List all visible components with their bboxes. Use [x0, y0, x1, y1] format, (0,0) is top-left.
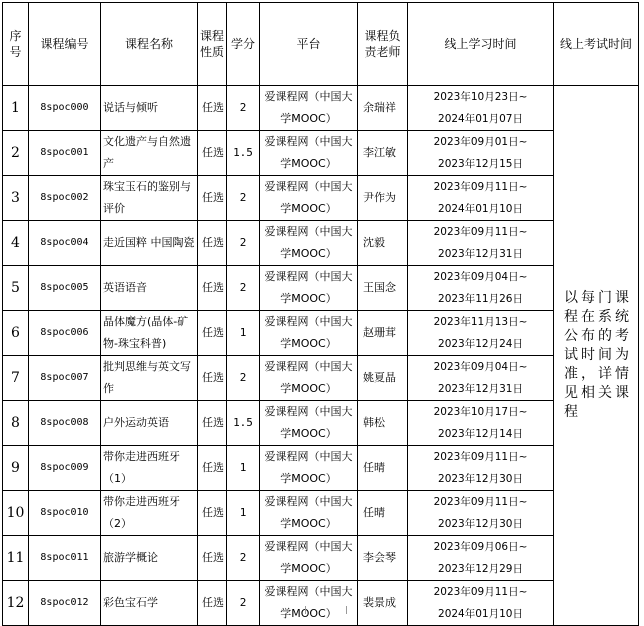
- cell-platform: 爱课程网（中国大学MOOC）: [260, 356, 358, 401]
- cell-platform: 爱课程网（中国大学MOOC）: [260, 176, 358, 221]
- cell-code: 8spoc002: [29, 176, 101, 221]
- cell-name: 带你走进西班牙（1）: [101, 446, 198, 491]
- cell-credit: 2: [227, 356, 260, 401]
- header-type: 课程性质: [198, 3, 227, 86]
- cell-teacher: 赵珊茸: [358, 311, 408, 356]
- cell-credit: 2: [227, 176, 260, 221]
- cell-type: 任选: [198, 536, 227, 581]
- cell-credit: 2: [227, 536, 260, 581]
- cell-platform: 爱课程网（中国大学MOOC）: [260, 581, 358, 626]
- cell-teacher: 李江敏: [358, 131, 408, 176]
- cell-name: 旅游学概论: [101, 536, 198, 581]
- study-end: 2024年01月10日: [438, 608, 523, 620]
- cell-no: 2: [3, 131, 29, 176]
- study-end: 2023年12月31日: [438, 248, 523, 260]
- cell-type: 任选: [198, 266, 227, 311]
- study-end: 2023年12月15日: [438, 158, 523, 170]
- study-start: 2023年09月01日~: [433, 136, 528, 148]
- cell-teacher: 任晴: [358, 491, 408, 536]
- study-end: 2023年12月24日: [438, 338, 523, 350]
- cell-type: 任选: [198, 581, 227, 626]
- cell-teacher: 任晴: [358, 446, 408, 491]
- study-start: 2023年09月11日~: [433, 181, 528, 193]
- cell-type: 任选: [198, 86, 227, 131]
- study-start: 2023年10月17日~: [433, 406, 528, 418]
- cell-code: 8spoc004: [29, 221, 101, 266]
- cell-name: 晶体魔方(晶体-矿物-珠宝科普): [101, 311, 198, 356]
- cell-teacher: 姚夏晶: [358, 356, 408, 401]
- study-end: 2023年12月30日: [438, 518, 523, 530]
- table-row: [3, 311, 639, 356]
- cell-study-time: [408, 176, 554, 221]
- cell-code: 8spoc010: [29, 491, 101, 536]
- cell-credit: 2: [227, 581, 260, 626]
- cell-name: 走近国粹 中国陶瓷: [101, 221, 198, 266]
- cell-credit: 1: [227, 311, 260, 356]
- table-row: [3, 401, 639, 446]
- cell-code: 8spoc008: [29, 401, 101, 446]
- cell-study-time: [408, 311, 554, 356]
- cell-no: 1: [3, 86, 29, 131]
- study-start: 2023年09月06日~: [433, 541, 528, 553]
- cell-type: 任选: [198, 401, 227, 446]
- cell-name: 英语语音: [101, 266, 198, 311]
- study-end: 2023年12月14日: [438, 428, 523, 440]
- cell-platform: 爱课程网（中国大学MOOC）: [260, 536, 358, 581]
- cell-credit: 1: [227, 446, 260, 491]
- cell-code: 8spoc009: [29, 446, 101, 491]
- cell-code: 8spoc007: [29, 356, 101, 401]
- cell-no: 5: [3, 266, 29, 311]
- table-row: [3, 266, 639, 311]
- study-start: 2023年09月11日~: [433, 496, 528, 508]
- cell-platform: 爱课程网（中国大学MOOC）: [260, 266, 358, 311]
- cell-type: 任选: [198, 311, 227, 356]
- cell-name: 户外运动英语: [101, 401, 198, 446]
- cell-no: 3: [3, 176, 29, 221]
- study-end: 2023年12月31日: [438, 383, 523, 395]
- table-row: [3, 221, 639, 266]
- cell-platform: 爱课程网（中国大学MOOC）: [260, 401, 358, 446]
- cell-credit: 1: [227, 491, 260, 536]
- cell-study-time: [408, 581, 554, 626]
- cell-study-time: [408, 131, 554, 176]
- study-start: 2023年09月04日~: [433, 271, 528, 283]
- cell-teacher: 李会琴: [358, 536, 408, 581]
- cell-code: 8spoc001: [29, 131, 101, 176]
- cell-type: 任选: [198, 221, 227, 266]
- cell-no: 11: [3, 536, 29, 581]
- study-start: 2023年09月11日~: [433, 226, 528, 238]
- cell-study-time: [408, 86, 554, 131]
- cell-platform: 爱课程网（中国大学MOOC）: [260, 311, 358, 356]
- cell-platform: 爱课程网（中国大学MOOC）: [260, 131, 358, 176]
- cell-teacher: 裴景成: [358, 581, 408, 626]
- study-end: 2024年01月07日: [438, 113, 523, 125]
- cell-platform: 爱课程网（中国大学MOOC）: [260, 221, 358, 266]
- cell-name: 批判思维与英文写作: [101, 356, 198, 401]
- cell-no: 7: [3, 356, 29, 401]
- cell-credit: 2: [227, 221, 260, 266]
- cell-study-time: [408, 221, 554, 266]
- cell-type: 任选: [198, 176, 227, 221]
- cell-code: 8spoc005: [29, 266, 101, 311]
- cell-platform: 爱课程网（中国大学MOOC）: [260, 86, 358, 131]
- cell-teacher: 韩松: [358, 401, 408, 446]
- study-start: 2023年09月11日~: [433, 451, 528, 463]
- header-exam-time: 线上考试时间: [554, 3, 639, 86]
- cell-teacher: 沈毅: [358, 221, 408, 266]
- study-end: 2023年12月29日: [438, 563, 523, 575]
- cell-credit: 2: [227, 266, 260, 311]
- cell-platform: 爱课程网（中国大学MOOC）: [260, 491, 358, 536]
- header-credit: 学分: [227, 3, 260, 86]
- cell-no: 10: [3, 491, 29, 536]
- cell-code: 8spoc006: [29, 311, 101, 356]
- cell-name: 文化遗产与自然遗产: [101, 131, 198, 176]
- cell-study-time: [408, 446, 554, 491]
- table-row: [3, 491, 639, 536]
- cell-name: 带你走进西班牙（2）: [101, 491, 198, 536]
- table-row: [3, 581, 639, 626]
- cell-study-time: [408, 401, 554, 446]
- cell-teacher: 尹作为: [358, 176, 408, 221]
- cell-no: 4: [3, 221, 29, 266]
- table-row: [3, 536, 639, 581]
- table-row: [3, 176, 639, 221]
- cell-credit: 1.5: [227, 401, 260, 446]
- cell-no: 9: [3, 446, 29, 491]
- cell-no: 12: [3, 581, 29, 626]
- cell-name: 珠宝玉石的鉴别与评价: [101, 176, 198, 221]
- course-table: [2, 2, 639, 626]
- table-row: [3, 356, 639, 401]
- study-start: 2023年09月04日~: [433, 361, 528, 373]
- cell-teacher: 余瑞祥: [358, 86, 408, 131]
- cell-study-time: [408, 491, 554, 536]
- cell-no: 8: [3, 401, 29, 446]
- cell-study-time: [408, 266, 554, 311]
- header-code: 课程编号: [29, 3, 101, 86]
- cell-type: 任选: [198, 491, 227, 536]
- cell-teacher: 王国念: [358, 266, 408, 311]
- cell-code: 8spoc000: [29, 86, 101, 131]
- study-start: 2023年09月11日~: [433, 586, 528, 598]
- header-teacher: 课程负责老师: [358, 3, 408, 86]
- cell-credit: 2: [227, 86, 260, 131]
- cell-type: 任选: [198, 131, 227, 176]
- cell-study-time: [408, 536, 554, 581]
- cell-name: 彩色宝石学: [101, 581, 198, 626]
- cell-credit: 1.5: [227, 131, 260, 176]
- cell-no: 6: [3, 311, 29, 356]
- study-end: 2023年11月26日: [438, 293, 523, 305]
- cell-type: 任选: [198, 446, 227, 491]
- cell-name: 说话与倾听: [101, 86, 198, 131]
- header-no: 序号: [3, 3, 29, 86]
- cell-code: 8spoc011: [29, 536, 101, 581]
- table-body: [3, 86, 639, 626]
- study-start: 2023年10月23日~: [433, 91, 528, 103]
- table-row: [3, 86, 639, 131]
- study-end: 2024年01月10日: [438, 203, 523, 215]
- header-study-time: 线上学习时间: [408, 3, 554, 86]
- cell-code: 8spoc012: [29, 581, 101, 626]
- header-name: 课程名称: [101, 3, 198, 86]
- header-platform: 平台: [260, 3, 358, 86]
- header-row: [3, 3, 639, 86]
- cell-exam-note: 以每门课程在系统公布的考试时间为准，详情见相关课程: [554, 86, 639, 626]
- study-start: 2023年11月13日~: [433, 316, 528, 328]
- cell-study-time: [408, 356, 554, 401]
- page-bottom-mark: [305, 606, 347, 614]
- study-end: 2023年12月30日: [438, 473, 523, 485]
- cell-type: 任选: [198, 356, 227, 401]
- table-row: [3, 131, 639, 176]
- table-row: [3, 446, 639, 491]
- cell-platform: 爱课程网（中国大学MOOC）: [260, 446, 358, 491]
